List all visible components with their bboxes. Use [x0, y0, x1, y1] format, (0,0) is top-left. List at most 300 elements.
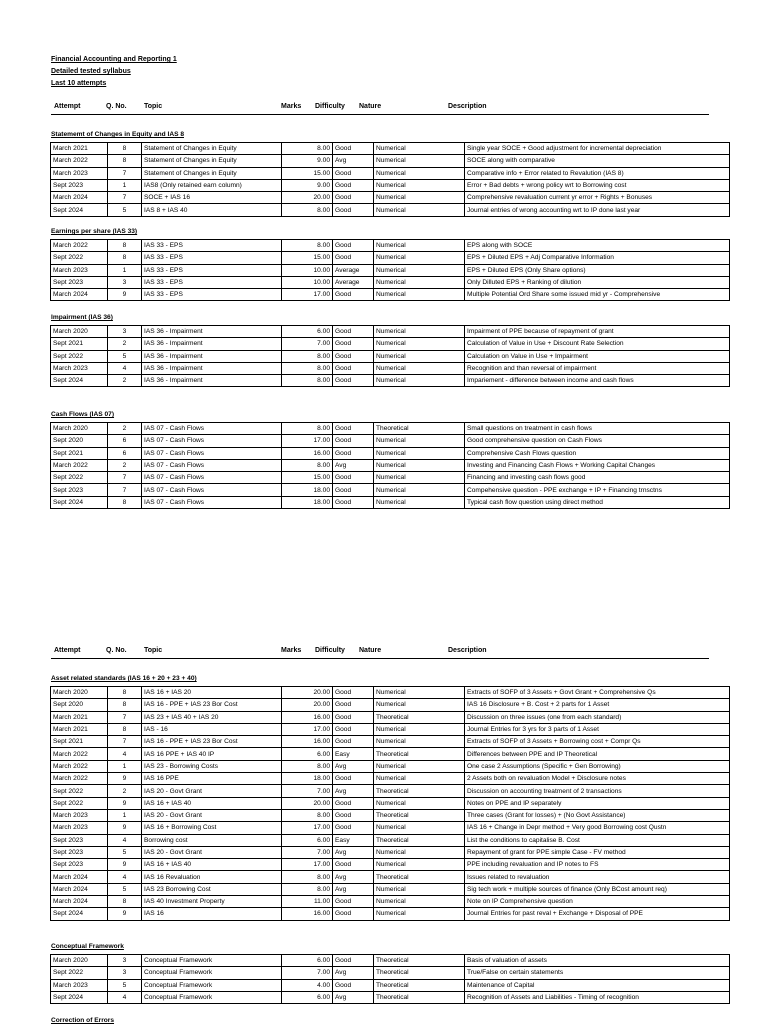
- topic-cell: Conceptual Framework: [142, 955, 282, 967]
- section-table: [50, 142, 730, 217]
- table-row: [51, 276, 730, 288]
- description-cell: Single year SOCE + Good adjustment for incremental depreciation: [465, 143, 730, 155]
- difficulty-cell: Good: [333, 736, 374, 748]
- qno-cell: 8: [108, 723, 142, 735]
- table-row: [51, 423, 730, 435]
- marks-cell: 7.00: [282, 846, 333, 858]
- table-row: [51, 179, 730, 191]
- difficulty-cell: Good: [333, 375, 374, 387]
- table-row: [51, 192, 730, 204]
- difficulty-cell: Good: [333, 955, 374, 967]
- qno-cell: 3: [108, 276, 142, 288]
- difficulty-cell: Good: [333, 979, 374, 991]
- marks-cell: 4.00: [282, 979, 333, 991]
- table-row: [51, 967, 730, 979]
- attempt-cell: Sept 2023: [51, 846, 108, 858]
- description-cell: Repayment of grant for PPE simple Case - FV method: [465, 846, 730, 858]
- description-cell: EPS along with SOCE: [465, 240, 730, 252]
- qno-cell: 5: [108, 979, 142, 991]
- difficulty-cell: Good: [333, 252, 374, 264]
- marks-cell: 18.00: [282, 496, 333, 508]
- nature-cell: Numerical: [374, 350, 465, 362]
- marks-cell: 10.00: [282, 276, 333, 288]
- description-cell: Basis of valuation of assets: [465, 955, 730, 967]
- attempt-cell: March 2023: [51, 264, 108, 276]
- difficulty-cell: Good: [333, 908, 374, 920]
- difficulty-cell: Good: [333, 192, 374, 204]
- marks-cell: 8.00: [282, 204, 333, 216]
- marks-cell: 8.00: [282, 871, 333, 883]
- attempt-cell: March 2020: [51, 326, 108, 338]
- attempt-cell: March 2022: [51, 459, 108, 471]
- difficulty-cell: Good: [333, 711, 374, 723]
- qno-cell: 9: [108, 797, 142, 809]
- qno-cell: 9: [108, 908, 142, 920]
- qno-cell: 7: [108, 192, 142, 204]
- description-cell: Issues related to revaluation: [465, 871, 730, 883]
- difficulty-cell: Avg: [333, 967, 374, 979]
- topic-cell: IAS8 (Only retained earn column): [142, 179, 282, 191]
- topic-cell: IAS 36 - Impairment: [142, 338, 282, 350]
- topic-cell: IAS 36 - Impairment: [142, 350, 282, 362]
- qno-cell: 7: [108, 167, 142, 179]
- table-row: [51, 447, 730, 459]
- description-cell: Note on IP Comprehensive question: [465, 896, 730, 908]
- nature-cell: Numerical: [374, 289, 465, 301]
- topic-cell: IAS 33 - EPS: [142, 252, 282, 264]
- table-row: [51, 435, 730, 447]
- col-marks-header: Marks: [281, 103, 302, 110]
- topic-cell: IAS 33 - EPS: [142, 289, 282, 301]
- nature-cell: Theoretical: [374, 871, 465, 883]
- marks-cell: 8.00: [282, 760, 333, 772]
- nature-cell: Numerical: [374, 459, 465, 471]
- qno-cell: 9: [108, 289, 142, 301]
- qno-cell: 9: [108, 822, 142, 834]
- difficulty-cell: Easy: [333, 748, 374, 760]
- table-row: [51, 350, 730, 362]
- nature-cell: Theoretical: [374, 711, 465, 723]
- description-cell: Discussion on three issues (one from each standard): [465, 711, 730, 723]
- marks-cell: 17.00: [282, 822, 333, 834]
- attempt-cell: Sept 2023: [51, 276, 108, 288]
- col-description-header: Description: [448, 647, 487, 654]
- topic-cell: IAS 16 Revaluation: [142, 871, 282, 883]
- marks-cell: 8.00: [282, 350, 333, 362]
- col-nature-header: Nature: [359, 103, 382, 110]
- qno-cell: 2: [108, 785, 142, 797]
- qno-cell: 5: [108, 204, 142, 216]
- table-row: [51, 871, 730, 883]
- description-cell: Impariement - difference between income and cash flows: [465, 375, 730, 387]
- section-table: [50, 954, 730, 1004]
- difficulty-cell: Avg: [333, 846, 374, 858]
- description-cell: Three cases (Grant for losses) + (No Govt Assistance): [465, 809, 730, 821]
- qno-cell: 7: [108, 736, 142, 748]
- description-cell: Typical cash flow question using direct method: [465, 496, 730, 508]
- topic-cell: IAS 16: [142, 908, 282, 920]
- attempt-cell: March 2024: [51, 289, 108, 301]
- nature-cell: Numerical: [374, 167, 465, 179]
- marks-cell: 9.00: [282, 155, 333, 167]
- qno-cell: 6: [108, 447, 142, 459]
- marks-cell: 8.00: [282, 375, 333, 387]
- nature-cell: Numerical: [374, 687, 465, 699]
- marks-cell: 6.00: [282, 991, 333, 1003]
- topic-cell: IAS 16 PPE: [142, 773, 282, 785]
- table-row: [51, 252, 730, 264]
- difficulty-cell: Good: [333, 809, 374, 821]
- description-cell: Small questions on treatment in cash flows: [465, 423, 730, 435]
- attempt-cell: March 2021: [51, 723, 108, 735]
- section-title: Cash Flows (IAS 07): [51, 411, 115, 418]
- description-cell: Sig tech work + multiple sources of finance (Only BCost amount req): [465, 883, 730, 895]
- topic-cell: IAS 23 Borrowing Cost: [142, 883, 282, 895]
- marks-cell: 7.00: [282, 785, 333, 797]
- section-title: Correction of Errors: [51, 1017, 115, 1024]
- topic-cell: IAS 36 - Impairment: [142, 375, 282, 387]
- difficulty-cell: Good: [333, 350, 374, 362]
- attempt-cell: March 2022: [51, 748, 108, 760]
- table-row: [51, 338, 730, 350]
- attempt-cell: March 2020: [51, 687, 108, 699]
- attempt-cell: March 2023: [51, 167, 108, 179]
- table-row: [51, 955, 730, 967]
- description-cell: SOCE along with comparative: [465, 155, 730, 167]
- difficulty-cell: Good: [333, 496, 374, 508]
- document-scope: Last 10 attempts: [51, 80, 107, 87]
- description-cell: Multiple Potential Ord Share some issued mid yr - Comprehensive: [465, 289, 730, 301]
- col-topic-header: Topic: [144, 647, 163, 654]
- description-cell: Recognition of Assets and Liabilities - Timing of recognition: [465, 991, 730, 1003]
- marks-cell: 6.00: [282, 326, 333, 338]
- description-cell: IAS 16 + Change in Depr method + Very good Borrowing cost Qustn: [465, 822, 730, 834]
- description-cell: Financing and investing cash flows good: [465, 472, 730, 484]
- marks-cell: 9.00: [282, 179, 333, 191]
- table-row: [51, 822, 730, 834]
- qno-cell: 1: [108, 264, 142, 276]
- attempt-cell: Sept 2023: [51, 484, 108, 496]
- table-row: [51, 472, 730, 484]
- attempt-cell: March 2024: [51, 896, 108, 908]
- table-row: [51, 773, 730, 785]
- section-title: Statememt of Changes in Equity and IAS 8: [51, 131, 184, 138]
- marks-cell: 8.00: [282, 459, 333, 471]
- description-cell: Comprehensive Cash Flows question: [465, 447, 730, 459]
- qno-cell: 1: [108, 760, 142, 772]
- table-row: [51, 883, 730, 895]
- description-cell: Extracts of SOFP of 3 Assets + Borrowing cost + Compr Qs: [465, 736, 730, 748]
- qno-cell: 7: [108, 711, 142, 723]
- topic-cell: IAS 36 - Impairment: [142, 326, 282, 338]
- topic-cell: IAS 16 + IAS 20: [142, 687, 282, 699]
- attempt-cell: Sept 2021: [51, 447, 108, 459]
- nature-cell: Theoretical: [374, 809, 465, 821]
- col-attempt-header: Attempt: [54, 103, 81, 110]
- attempt-cell: Sept 2023: [51, 834, 108, 846]
- difficulty-cell: Average: [333, 264, 374, 276]
- section-table: [50, 325, 730, 387]
- table-row: [51, 289, 730, 301]
- topic-cell: IAS 07 - Cash Flows: [142, 459, 282, 471]
- attempt-cell: March 2020: [51, 423, 108, 435]
- nature-cell: Numerical: [374, 192, 465, 204]
- topic-cell: IAS 07 - Cash Flows: [142, 496, 282, 508]
- nature-cell: Numerical: [374, 143, 465, 155]
- marks-cell: 17.00: [282, 723, 333, 735]
- nature-cell: Theoretical: [374, 967, 465, 979]
- description-cell: Journal Entries for past reval + Exchange + Disposal of PPE: [465, 908, 730, 920]
- difficulty-cell: Good: [333, 822, 374, 834]
- qno-cell: 5: [108, 883, 142, 895]
- nature-cell: Theoretical: [374, 979, 465, 991]
- marks-cell: 16.00: [282, 908, 333, 920]
- marks-cell: 8.00: [282, 423, 333, 435]
- attempt-cell: Sept 2024: [51, 908, 108, 920]
- qno-cell: 3: [108, 326, 142, 338]
- attempt-cell: Sept 2024: [51, 204, 108, 216]
- nature-cell: Numerical: [374, 896, 465, 908]
- topic-cell: Conceptual Framework: [142, 979, 282, 991]
- nature-cell: Numerical: [374, 883, 465, 895]
- table-row: [51, 240, 730, 252]
- topic-cell: IAS 16 + Borrowing Cost: [142, 822, 282, 834]
- table-row: [51, 896, 730, 908]
- table-row: [51, 859, 730, 871]
- qno-cell: 8: [108, 687, 142, 699]
- nature-cell: Theoretical: [374, 423, 465, 435]
- table-row: [51, 484, 730, 496]
- topic-cell: IAS 07 - Cash Flows: [142, 472, 282, 484]
- marks-cell: 16.00: [282, 736, 333, 748]
- table-row: [51, 809, 730, 821]
- topic-cell: IAS 33 - EPS: [142, 240, 282, 252]
- description-cell: Notes on PPE and IP separately: [465, 797, 730, 809]
- marks-cell: 20.00: [282, 687, 333, 699]
- col-nature-header: Nature: [359, 647, 382, 654]
- column-header-row: [51, 647, 709, 659]
- table-row: [51, 326, 730, 338]
- nature-cell: Numerical: [374, 179, 465, 191]
- description-cell: Error + Bad debts + wrong policy wrt to Borrowing cost: [465, 179, 730, 191]
- qno-cell: 9: [108, 773, 142, 785]
- qno-cell: 8: [108, 896, 142, 908]
- topic-cell: IAS 8 + IAS 40: [142, 204, 282, 216]
- marks-cell: 6.00: [282, 834, 333, 846]
- marks-cell: 6.00: [282, 748, 333, 760]
- table-row: [51, 687, 730, 699]
- qno-cell: 9: [108, 859, 142, 871]
- table-row: [51, 785, 730, 797]
- qno-cell: 4: [108, 362, 142, 374]
- attempt-cell: March 2023: [51, 809, 108, 821]
- attempt-cell: Sept 2024: [51, 496, 108, 508]
- column-header-row: [51, 103, 709, 115]
- section-title: Conceptual Framework: [51, 943, 124, 950]
- attempt-cell: Sept 2021: [51, 338, 108, 350]
- nature-cell: Numerical: [374, 375, 465, 387]
- description-cell: EPS + Diluted EPS (Only Share options): [465, 264, 730, 276]
- qno-cell: 3: [108, 967, 142, 979]
- topic-cell: IAS 16 - PPE + IAS 23 Bor Cost: [142, 699, 282, 711]
- qno-cell: 8: [108, 496, 142, 508]
- nature-cell: Numerical: [374, 484, 465, 496]
- topic-cell: Statement of Changes in Equity: [142, 155, 282, 167]
- nature-cell: Theoretical: [374, 955, 465, 967]
- difficulty-cell: Good: [333, 896, 374, 908]
- nature-cell: Numerical: [374, 699, 465, 711]
- difficulty-cell: Easy: [333, 834, 374, 846]
- table-row: [51, 908, 730, 920]
- marks-cell: 20.00: [282, 797, 333, 809]
- difficulty-cell: Good: [333, 435, 374, 447]
- attempt-cell: March 2024: [51, 192, 108, 204]
- description-cell: EPS + Diluted EPS + Adj Comparative Information: [465, 252, 730, 264]
- qno-cell: 4: [108, 834, 142, 846]
- document-subtitle: Detailed tested syllabus: [51, 68, 131, 75]
- difficulty-cell: Avg: [333, 871, 374, 883]
- description-cell: Extracts of SOFP of 3 Assets + Govt Grant + Comprehensive Qs: [465, 687, 730, 699]
- table-row: [51, 496, 730, 508]
- topic-cell: IAS 07 - Cash Flows: [142, 484, 282, 496]
- difficulty-cell: Good: [333, 326, 374, 338]
- qno-cell: 8: [108, 252, 142, 264]
- table-row: [51, 167, 730, 179]
- section-title: Earnings per share (IAS 33): [51, 228, 138, 235]
- difficulty-cell: Good: [333, 423, 374, 435]
- section-title: Asset related standards (IAS 16 + 20 + 23 + 40): [51, 675, 197, 682]
- topic-cell: IAS 07 - Cash Flows: [142, 447, 282, 459]
- table-row: [51, 711, 730, 723]
- marks-cell: 16.00: [282, 711, 333, 723]
- attempt-cell: Sept 2022: [51, 967, 108, 979]
- nature-cell: Numerical: [374, 736, 465, 748]
- difficulty-cell: Avg: [333, 459, 374, 471]
- description-cell: Only Dilluted EPS + Ranking of dilution: [465, 276, 730, 288]
- difficulty-cell: Good: [333, 472, 374, 484]
- topic-cell: IAS 16 + IAS 40: [142, 797, 282, 809]
- qno-cell: 8: [108, 240, 142, 252]
- qno-cell: 7: [108, 472, 142, 484]
- attempt-cell: Sept 2022: [51, 785, 108, 797]
- attempt-cell: Sept 2022: [51, 472, 108, 484]
- description-cell: True/False on certain statements: [465, 967, 730, 979]
- topic-cell: IAS 20 - Govt Grant: [142, 785, 282, 797]
- topic-cell: IAS 16 + IAS 40: [142, 859, 282, 871]
- nature-cell: Numerical: [374, 264, 465, 276]
- marks-cell: 7.00: [282, 338, 333, 350]
- table-row: [51, 797, 730, 809]
- description-cell: 2 Assets both on revaluation Model + Disclosure notes: [465, 773, 730, 785]
- attempt-cell: Sept 2020: [51, 435, 108, 447]
- qno-cell: 2: [108, 375, 142, 387]
- difficulty-cell: Good: [333, 289, 374, 301]
- marks-cell: 15.00: [282, 252, 333, 264]
- topic-cell: Statement of Changes in Equity: [142, 143, 282, 155]
- attempt-cell: Sept 2023: [51, 859, 108, 871]
- nature-cell: Numerical: [374, 760, 465, 772]
- col-marks-header: Marks: [281, 647, 302, 654]
- topic-cell: IAS 16 PPE + IAS 40 IP: [142, 748, 282, 760]
- attempt-cell: March 2022: [51, 773, 108, 785]
- attempt-cell: March 2023: [51, 979, 108, 991]
- description-cell: Compehensive question - PPE exchange + IP + Financing trnsctns: [465, 484, 730, 496]
- nature-cell: Theoretical: [374, 785, 465, 797]
- marks-cell: 16.00: [282, 447, 333, 459]
- topic-cell: IAS - 16: [142, 723, 282, 735]
- nature-cell: Numerical: [374, 773, 465, 785]
- qno-cell: 2: [108, 338, 142, 350]
- table-row: [51, 264, 730, 276]
- description-cell: Good comprehensive question on Cash Flows: [465, 435, 730, 447]
- attempt-cell: Sept 2024: [51, 991, 108, 1003]
- nature-cell: Theoretical: [374, 991, 465, 1003]
- qno-cell: 7: [108, 484, 142, 496]
- col-qno-header: Q. No.: [106, 647, 127, 654]
- difficulty-cell: Avg: [333, 991, 374, 1003]
- marks-cell: 8.00: [282, 143, 333, 155]
- table-row: [51, 760, 730, 772]
- qno-cell: 1: [108, 179, 142, 191]
- marks-cell: 17.00: [282, 289, 333, 301]
- nature-cell: Theoretical: [374, 834, 465, 846]
- difficulty-cell: Good: [333, 723, 374, 735]
- attempt-cell: Sept 2024: [51, 375, 108, 387]
- description-cell: Investing and Financing Cash Flows + Working Capital Changes: [465, 459, 730, 471]
- col-difficulty-header: Difficulty: [315, 103, 345, 110]
- difficulty-cell: Good: [333, 859, 374, 871]
- attempt-cell: March 2022: [51, 155, 108, 167]
- qno-cell: 8: [108, 699, 142, 711]
- nature-cell: Numerical: [374, 155, 465, 167]
- qno-cell: 1: [108, 809, 142, 821]
- marks-cell: 8.00: [282, 809, 333, 821]
- qno-cell: 4: [108, 991, 142, 1003]
- table-row: [51, 699, 730, 711]
- section-table: [50, 422, 730, 509]
- marks-cell: 11.00: [282, 896, 333, 908]
- nature-cell: Numerical: [374, 204, 465, 216]
- description-cell: Recognition and than reversal of impairment: [465, 362, 730, 374]
- difficulty-cell: Good: [333, 167, 374, 179]
- col-difficulty-header: Difficulty: [315, 647, 345, 654]
- table-row: [51, 846, 730, 858]
- document-title: Financial Accounting and Reporting 1: [51, 56, 177, 63]
- marks-cell: 10.00: [282, 264, 333, 276]
- difficulty-cell: Good: [333, 797, 374, 809]
- attempt-cell: Sept 2022: [51, 797, 108, 809]
- difficulty-cell: Good: [333, 240, 374, 252]
- nature-cell: Numerical: [374, 326, 465, 338]
- description-cell: Calculation of Value in Use + Discount Rate Selection: [465, 338, 730, 350]
- table-row: [51, 723, 730, 735]
- difficulty-cell: Good: [333, 143, 374, 155]
- marks-cell: 20.00: [282, 699, 333, 711]
- attempt-cell: Sept 2022: [51, 252, 108, 264]
- table-row: [51, 375, 730, 387]
- nature-cell: Numerical: [374, 859, 465, 871]
- topic-cell: IAS 07 - Cash Flows: [142, 423, 282, 435]
- attempt-cell: Sept 2021: [51, 736, 108, 748]
- attempt-cell: March 2021: [51, 711, 108, 723]
- marks-cell: 18.00: [282, 773, 333, 785]
- difficulty-cell: Good: [333, 484, 374, 496]
- marks-cell: 8.00: [282, 883, 333, 895]
- description-cell: Discussion on accounting treatment of 2 transactions: [465, 785, 730, 797]
- qno-cell: 4: [108, 871, 142, 883]
- nature-cell: Numerical: [374, 276, 465, 288]
- description-cell: Comparative info + Error related to Revalution (IAS 8): [465, 167, 730, 179]
